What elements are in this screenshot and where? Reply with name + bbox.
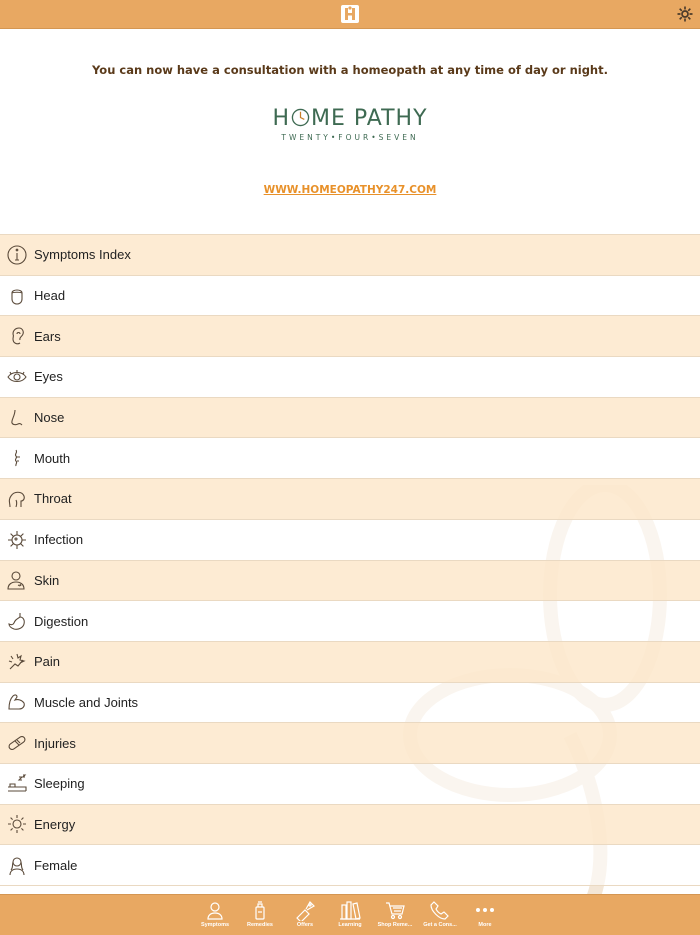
tab-label: Learning	[338, 922, 362, 928]
bottle-icon	[249, 899, 271, 921]
tab-label: Shop Reme...	[377, 922, 413, 928]
list-item-muscle-and-joints[interactable]	[0, 683, 700, 724]
muscle-icon	[6, 691, 28, 713]
pain-icon	[6, 651, 28, 673]
list-item-label: Throat	[34, 491, 72, 507]
tab-offers[interactable]	[283, 897, 327, 933]
list-item-label: Pain	[34, 654, 61, 670]
list-item-label: Injuries	[34, 735, 76, 751]
brand-name	[0, 107, 700, 131]
banner	[0, 29, 700, 234]
consultation-tagline: You can now have a consultation with a homeopath at any time of day or night.	[92, 63, 608, 77]
list-item-label: Muscle and Joints	[34, 694, 139, 710]
list-item-label: Female	[34, 857, 78, 873]
stomach-icon	[6, 610, 28, 632]
list-item-injuries[interactable]	[0, 723, 700, 764]
bandage-icon	[6, 732, 28, 754]
eye-icon	[6, 366, 28, 388]
info-icon	[6, 244, 28, 266]
brand-name-right: ME PATHY	[311, 106, 428, 131]
list-item-nose[interactable]	[0, 398, 700, 439]
list-item-label: Eyes	[34, 369, 63, 385]
sleep-icon	[6, 773, 28, 795]
list-item-digestion[interactable]	[0, 601, 700, 642]
list-item-skin[interactable]	[0, 561, 700, 602]
list-item-eyes[interactable]	[0, 357, 700, 398]
website-link-wrap	[0, 180, 700, 198]
throat-icon	[6, 488, 28, 510]
tab-get-consultation[interactable]	[418, 897, 462, 933]
brand-logo	[0, 107, 700, 142]
list-item-label: Symptoms Index	[34, 247, 131, 263]
more-icon	[474, 899, 496, 921]
list-item-energy[interactable]	[0, 805, 700, 846]
list-item-label: Skin	[34, 572, 60, 588]
phone-icon	[429, 899, 451, 921]
list-item-label: Energy	[34, 816, 76, 832]
tab-symptoms[interactable]	[193, 897, 237, 933]
books-icon	[339, 899, 361, 921]
app-logo-icon	[339, 3, 361, 25]
tag-icon	[294, 899, 316, 921]
list-item-label: Ears	[34, 328, 61, 344]
skin-icon	[6, 569, 28, 591]
list-item-sleeping[interactable]	[0, 764, 700, 805]
list-item-throat[interactable]	[0, 479, 700, 520]
category-list	[0, 234, 700, 895]
ear-icon	[6, 325, 28, 347]
list-item-label: Digestion	[34, 613, 89, 629]
tab-label: Symptoms	[200, 922, 230, 928]
tab-label: Get a Cons...	[423, 922, 457, 928]
tab-more[interactable]	[463, 897, 507, 933]
bottom-tab-bar	[0, 894, 700, 935]
list-item-female[interactable]	[0, 845, 700, 886]
virus-icon	[6, 529, 28, 551]
list-item-ears[interactable]	[0, 316, 700, 357]
brand-name-left: H	[272, 106, 291, 131]
mouth-icon	[6, 447, 28, 469]
brand-subtitle: TWENTY•FOUR•SEVEN	[281, 133, 419, 142]
list-item-pain[interactable]	[0, 642, 700, 683]
nose-icon	[6, 407, 28, 429]
energy-icon	[6, 813, 28, 835]
list-item-infection[interactable]	[0, 520, 700, 561]
list-item-label: Infection	[34, 532, 84, 548]
tab-label: Remedies	[247, 922, 273, 928]
cart-icon	[384, 899, 406, 921]
list-item-head[interactable]	[0, 276, 700, 317]
website-link[interactable]: WWW.HOMEOPATHY247.COM	[263, 184, 437, 196]
list-item-label: Head	[34, 288, 66, 304]
tab-shop-remedies[interactable]	[373, 897, 417, 933]
head-icon	[6, 285, 28, 307]
list-item-label: Nose	[34, 410, 65, 426]
person-icon	[204, 899, 226, 921]
tab-remedies[interactable]	[238, 897, 282, 933]
tab-label: Offers	[296, 922, 314, 928]
female-icon	[6, 854, 28, 876]
list-item-label: Mouth	[34, 450, 71, 466]
tab-label: More	[478, 922, 492, 928]
list-item-symptoms-index[interactable]	[0, 235, 700, 276]
list-item-mouth[interactable]	[0, 438, 700, 479]
gear-icon[interactable]	[676, 5, 694, 23]
list-item-label: Sleeping	[34, 776, 85, 792]
top-bar	[0, 0, 700, 29]
tab-learning[interactable]	[328, 897, 372, 933]
globe-clock-icon	[291, 108, 310, 127]
